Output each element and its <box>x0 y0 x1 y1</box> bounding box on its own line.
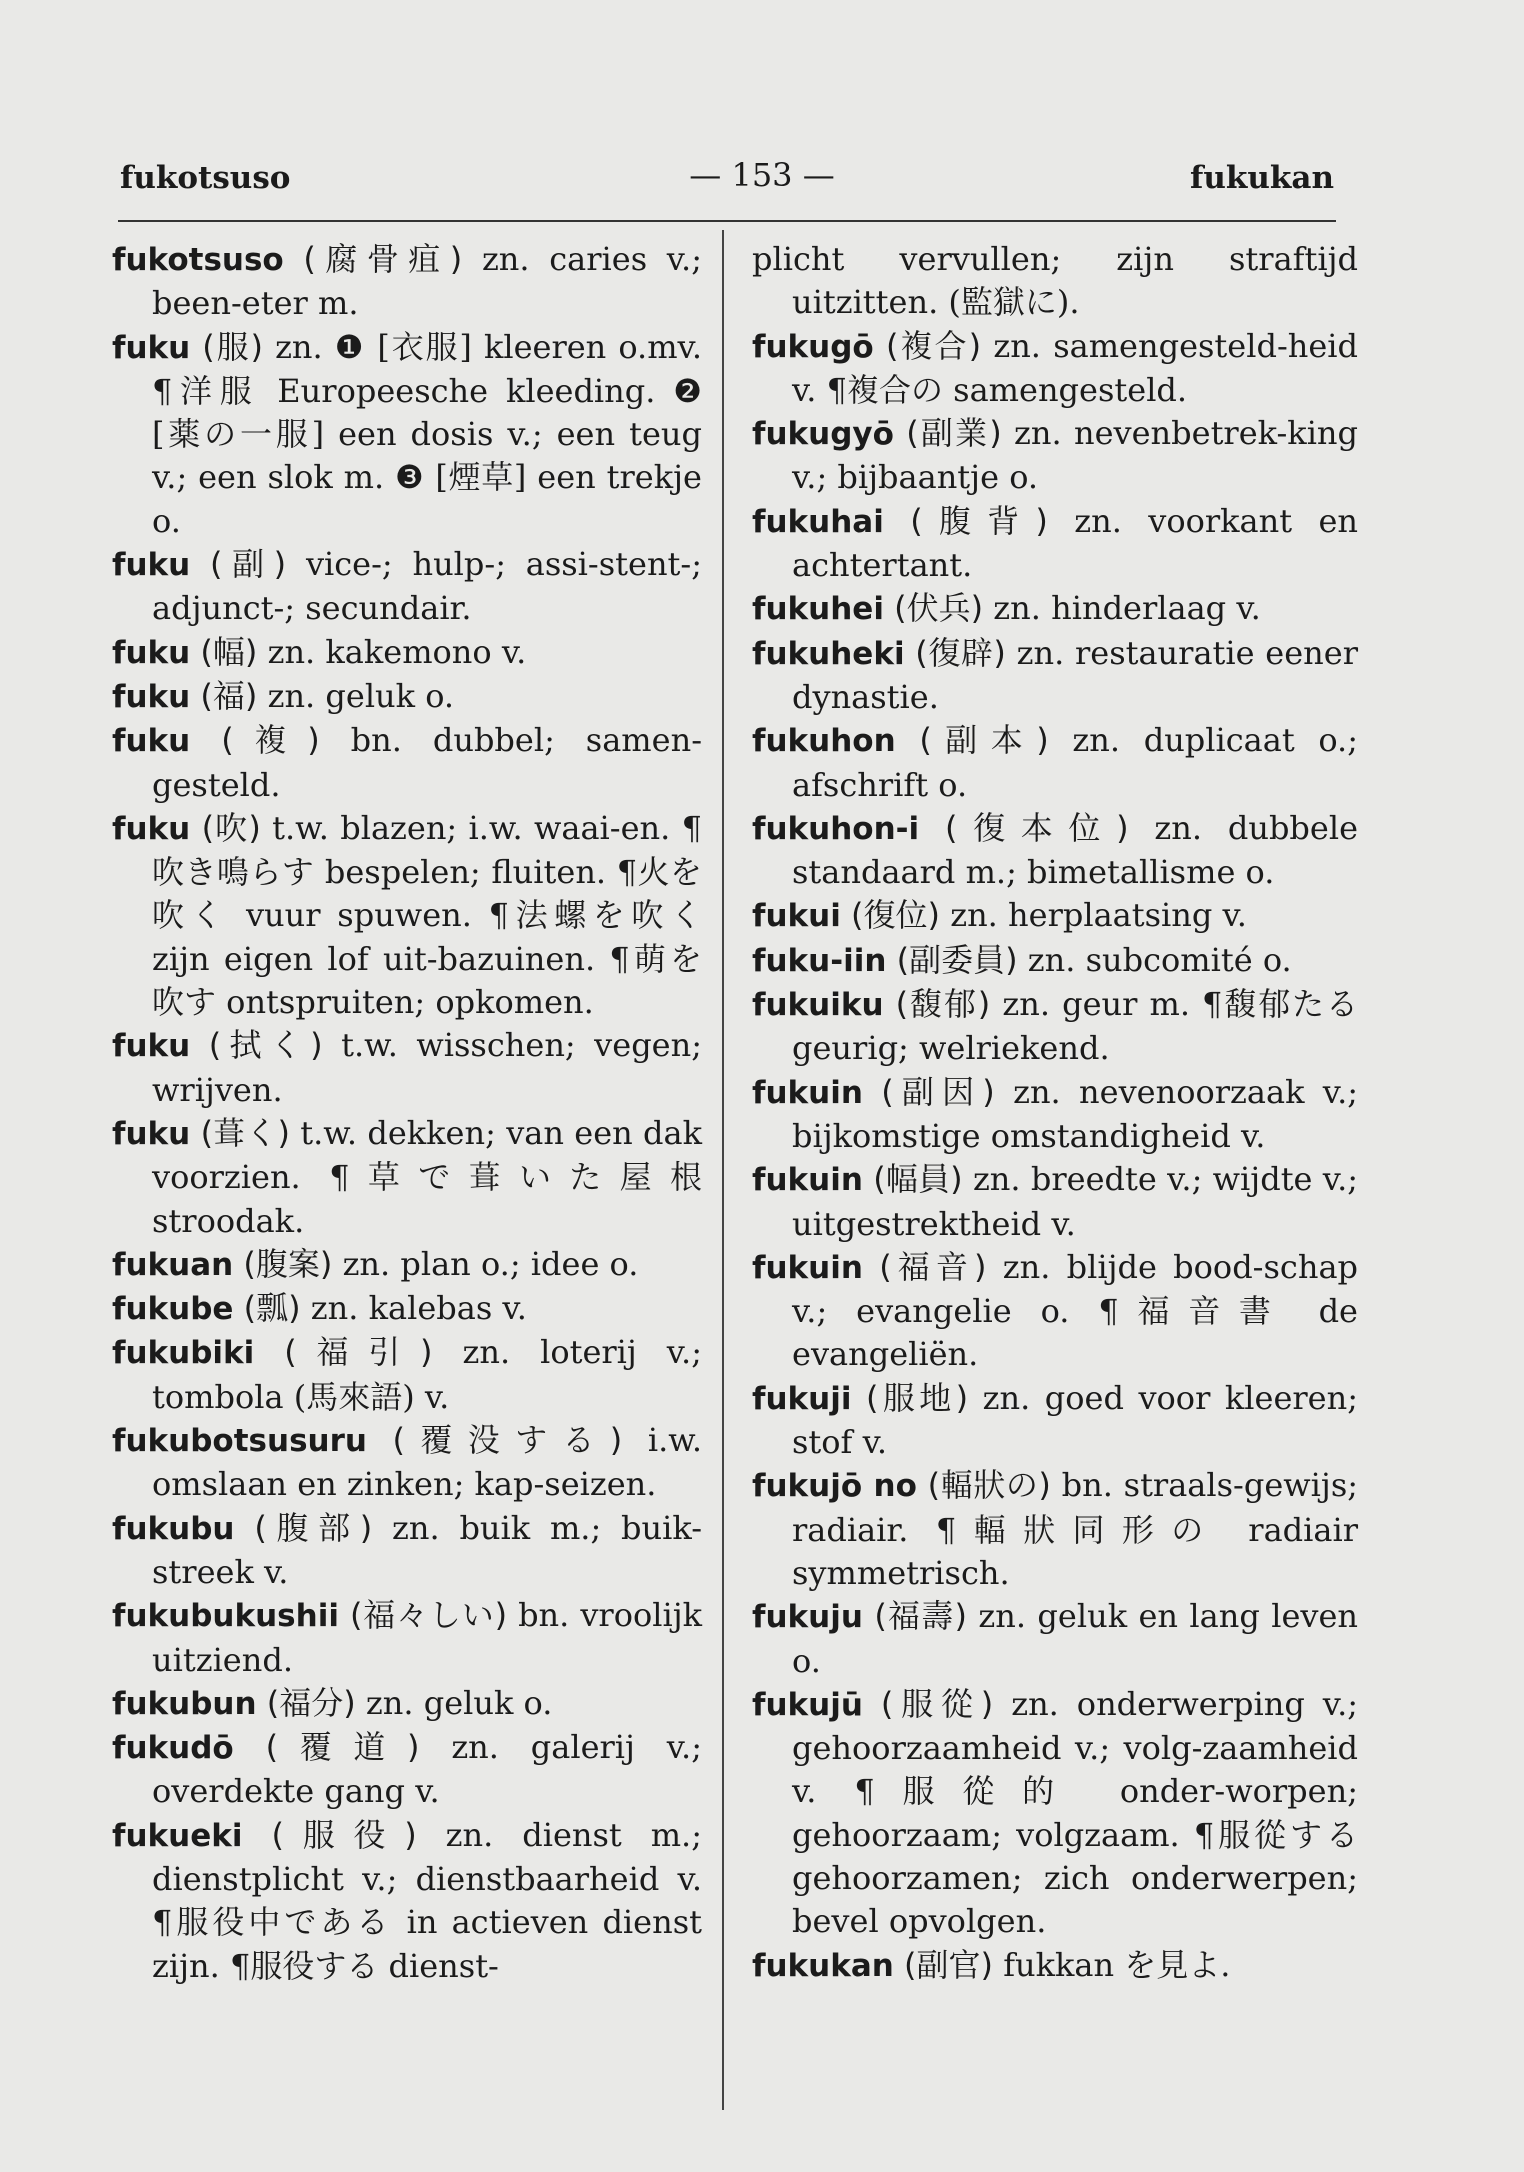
entry-definition: zn. hinderlaag v. <box>993 589 1261 628</box>
entry-headword: fukubun <box>112 1685 257 1722</box>
entry-definition: zn. plan o.; idee o. <box>342 1244 639 1283</box>
right-column <box>752 238 1358 1988</box>
entry-headword: fukuhei <box>752 591 884 628</box>
entry-definition: zn. subcomité o. <box>1027 940 1292 979</box>
entry-definition: zn. kalebas v. <box>310 1289 527 1328</box>
dictionary-entry <box>112 1507 702 1595</box>
entry-headword: fukuhon <box>752 723 896 760</box>
dictionary-entry <box>752 719 1358 807</box>
entry-headword: fukugyō <box>752 416 894 453</box>
dictionary-entry <box>752 1246 1358 1377</box>
dictionary-entry <box>752 1377 1358 1465</box>
entry-definition: t.w. blazen; i.w. waai-en. ¶吹き鳴らす bespelen; fluiten. ¶火を吹く vuur spuwen. ¶法螺を吹く zijn eigen lof uit-bazuinen. ¶萌を吹す ontspruiten; opkomen. <box>152 808 702 1022</box>
dictionary-entry <box>112 1682 702 1726</box>
dictionary-entry <box>112 1024 702 1112</box>
entry-definition: zn. breedte v.; wijdte v.; uitgestrektheid v. <box>792 1160 1359 1243</box>
entry-headword: fuku <box>112 678 191 715</box>
entry-headword: fuku <box>112 634 191 671</box>
entry-kanji: (副本) <box>919 721 1049 760</box>
entry-definition: zn. voorkant en achtertant. <box>792 501 1359 585</box>
entry-definition: zn. galerij v.; overdekte gang v. <box>152 1728 703 1811</box>
entry-definition: plicht vervullen; zijn straftijd uitzitten. (監獄に). <box>752 240 1358 322</box>
dictionary-entry <box>112 1726 702 1814</box>
entry-definition: zn. ❶ [衣服] kleeren o.mv. ¶洋服 Europeesche kleeding. ❷ [薬の一服] een dosis v.; een teug v.; een slok m. ❸ [煙草] een trekje o. <box>152 327 703 540</box>
entry-definition: zn. herplaatsing v. <box>950 896 1247 935</box>
dictionary-entry <box>112 675 702 719</box>
entry-definition: zn. samengesteld-heid v. ¶複合の samengesteld. <box>792 326 1359 409</box>
entry-headword: fukubukushii <box>112 1598 339 1635</box>
entry-headword: fukuheki <box>752 635 905 672</box>
entry-headword: fukukan <box>752 1947 894 1984</box>
entry-definition: zn. loterij v.; tombola (馬來語) v. <box>152 1333 703 1416</box>
dictionary-entry <box>752 1464 1358 1595</box>
entry-kanji: (復辟) <box>915 633 1006 672</box>
entry-definition: bn. vroolijk uitziend. <box>152 1596 703 1679</box>
running-head-right: fukukan <box>1190 160 1334 196</box>
entry-kanji: (福引) <box>284 1333 433 1372</box>
entry-definition: bn. straals-gewijs; radiair. ¶輻狀同形の radiair symmetrisch. <box>792 1466 1359 1592</box>
entry-kanji: (複) <box>221 721 320 760</box>
entry-headword: fukotsuso <box>112 242 284 278</box>
entry-headword: fukuan <box>112 1246 234 1283</box>
entry-kanji: (副) <box>210 545 287 584</box>
entry-kanji: (拭く) <box>208 1026 323 1065</box>
entry-headword: fukubiki <box>112 1335 255 1372</box>
entry-headword: fukuiku <box>752 987 884 1024</box>
entry-definition: zn. nevenoorzaak v.; bijkomstige omstandigheid v. <box>792 1072 1359 1155</box>
dictionary-entry <box>112 238 702 326</box>
entry-kanji: (服役) <box>271 1815 417 1854</box>
entry-kanji: (服) <box>202 327 264 366</box>
entry-headword: fukuhai <box>752 503 884 540</box>
dictionary-entry <box>112 1112 702 1243</box>
dictionary-entry <box>112 1419 702 1507</box>
entry-headword: fuku <box>112 547 191 584</box>
entry-kanji: (福壽) <box>874 1597 967 1636</box>
entry-headword: fukuin <box>752 1074 863 1111</box>
entry-headword: fukudō <box>112 1730 234 1767</box>
entry-definition: zn. dubbele standaard m.; bimetallisme o. <box>792 808 1359 892</box>
entry-definition: zn. geluk o. <box>365 1683 553 1722</box>
entry-definition: zn. kakemono v. <box>267 632 527 671</box>
dictionary-entry <box>112 1287 702 1331</box>
entry-headword: fukube <box>112 1291 234 1328</box>
entry-kanji: (福分) <box>266 1683 356 1722</box>
entry-definition: fukkan を見よ. <box>1003 1945 1231 1984</box>
entry-kanji: (副業) <box>906 414 1002 453</box>
entry-headword: fukuin <box>752 1249 863 1286</box>
dictionary-entry <box>752 983 1358 1071</box>
entry-headword: fuku-iin <box>752 942 887 979</box>
entry-definition: zn. duplicaat o.; afschrift o. <box>792 721 1359 804</box>
entry-definition: vice-; hulp-; assi-stent-; adjunct-; secundair. <box>152 545 703 628</box>
entry-definition: zn. geluk o. <box>267 676 455 715</box>
entry-kanji: (吹) <box>201 808 261 847</box>
dictionary-entry <box>752 632 1358 720</box>
dictionary-entry <box>752 587 1358 631</box>
dictionary-entry <box>112 326 702 543</box>
entry-kanji: (腹背) <box>910 501 1048 540</box>
dictionary-entry <box>112 631 702 675</box>
dictionary-entry <box>112 807 702 1024</box>
dictionary-entry <box>112 1814 702 1988</box>
entry-kanji: (福音) <box>879 1247 987 1286</box>
entry-definition: t.w. wisschen; vegen; wrijven. <box>152 1026 703 1109</box>
entry-definition: zn. onderwerping v.; gehoorzaamheid v.; volg-zaamheid v. ¶服從的 onder-worpen; gehoorzaam; volgzaam. ¶服從する gehoorzamen; zich onderwerpen; bevel opvolgen. <box>792 1684 1359 1941</box>
entry-kanji: (副因) <box>881 1072 995 1111</box>
dictionary-entry <box>752 1071 1358 1159</box>
entry-kanji: (腹部) <box>254 1508 373 1547</box>
entry-kanji: (福々しい) <box>349 1596 508 1635</box>
entry-headword: fuku <box>112 723 191 760</box>
entry-kanji: (覆道) <box>265 1728 420 1767</box>
dictionary-entry <box>752 894 1358 938</box>
entry-definition: zn. geur m. ¶馥郁たる geurig; welriekend. <box>792 985 1358 1068</box>
entry-kanji: (復位) <box>851 896 941 935</box>
dictionary-entry <box>752 1595 1358 1683</box>
dictionary-entry <box>752 325 1358 413</box>
dictionary-entry <box>752 238 1358 325</box>
dictionary-entry <box>752 500 1358 588</box>
entry-headword: fukui <box>752 898 841 935</box>
entry-kanji: (複合) <box>885 326 982 365</box>
dictionary-entry <box>752 1944 1358 1988</box>
dictionary-entry <box>752 1158 1358 1246</box>
entry-kanji: (復本位) <box>945 808 1129 847</box>
dictionary-entry <box>112 1243 702 1287</box>
entry-headword: fukujō no <box>752 1468 917 1505</box>
entry-headword: fukuin <box>752 1162 863 1199</box>
entry-headword: fuku <box>112 1115 191 1152</box>
entry-definition: zn. restauratie eener dynastie. <box>792 633 1359 716</box>
entry-definition: i.w. omslaan en zinken; kap-seizen. <box>152 1421 703 1504</box>
entry-definition: zn. blijde bood-schap v.; evangelie o. ¶福音書 de evangeliën. <box>792 1247 1359 1374</box>
entry-kanji: (副官) <box>904 1945 994 1984</box>
entry-headword: fuku <box>112 810 191 847</box>
dictionary-entry <box>112 1594 702 1682</box>
entry-headword: fuku <box>112 329 191 366</box>
header-rule <box>118 220 1336 222</box>
entry-headword: fukueki <box>112 1817 243 1854</box>
entry-definition: zn. dienst m.; dienstplicht v.; dienstbaarheid v. ¶服役中である in actieven dienst zijn. ¶服役する dienst- <box>152 1815 703 1985</box>
entry-definition: t.w. dekken; van een dak voorzien. ¶草で葺いた屋根 stroodak. <box>152 1113 703 1240</box>
entry-definition: zn. buik m.; buik-streek v. <box>152 1508 703 1591</box>
entry-headword: fukuhon-i <box>752 810 920 847</box>
entry-definition: bn. dubbel; samen-gesteld. <box>152 721 702 804</box>
left-column <box>112 238 702 1988</box>
entry-kanji: (福) <box>200 676 258 715</box>
entry-headword: fukuji <box>752 1380 852 1417</box>
entry-definition: zn. caries v.; been-eter m. <box>152 240 703 323</box>
dictionary-entry <box>112 543 702 631</box>
dictionary-entry <box>112 719 702 807</box>
entry-headword: fukuju <box>752 1599 863 1636</box>
dictionary-entry <box>752 939 1358 983</box>
entry-kanji: (服地) <box>866 1378 969 1417</box>
page-number: — 153 — <box>689 156 835 194</box>
entry-headword: fukubotsusuru <box>112 1423 367 1460</box>
dictionary-entry <box>752 412 1358 500</box>
entry-kanji: (輻狀の) <box>927 1466 1051 1505</box>
entry-kanji: (副委員) <box>896 940 1018 979</box>
entry-kanji: (葺く) <box>200 1113 290 1152</box>
entry-kanji: (幅員) <box>873 1160 963 1199</box>
entry-headword: fukugō <box>752 328 874 365</box>
entry-definition: zn. nevenbetrek-king v.; bijbaantje o. <box>792 414 1359 497</box>
entry-kanji: (腐骨疽) <box>303 240 463 278</box>
entry-kanji: (覆没する) <box>392 1421 623 1460</box>
entry-kanji: (幅) <box>200 632 258 671</box>
entry-kanji: (伏兵) <box>894 589 984 628</box>
entry-kanji: (服從) <box>880 1684 994 1723</box>
entry-kanji: (馥郁) <box>895 985 991 1024</box>
entry-headword: fukubu <box>112 1510 235 1547</box>
dictionary-entry <box>752 807 1358 895</box>
dictionary-entry <box>112 1331 702 1419</box>
entry-headword: fuku <box>112 1028 191 1065</box>
entry-definition: zn. geluk en lang leven o. <box>792 1597 1359 1680</box>
column-divider <box>722 230 724 2110</box>
entry-kanji: (腹案) <box>243 1244 333 1283</box>
entry-kanji: (瓢) <box>243 1289 301 1328</box>
dictionary-entry <box>752 1683 1358 1944</box>
running-head-left: fukotsuso <box>120 160 291 196</box>
entry-definition: zn. goed voor kleeren; stof v. <box>792 1378 1359 1462</box>
entry-headword: fukujū <box>752 1686 863 1723</box>
